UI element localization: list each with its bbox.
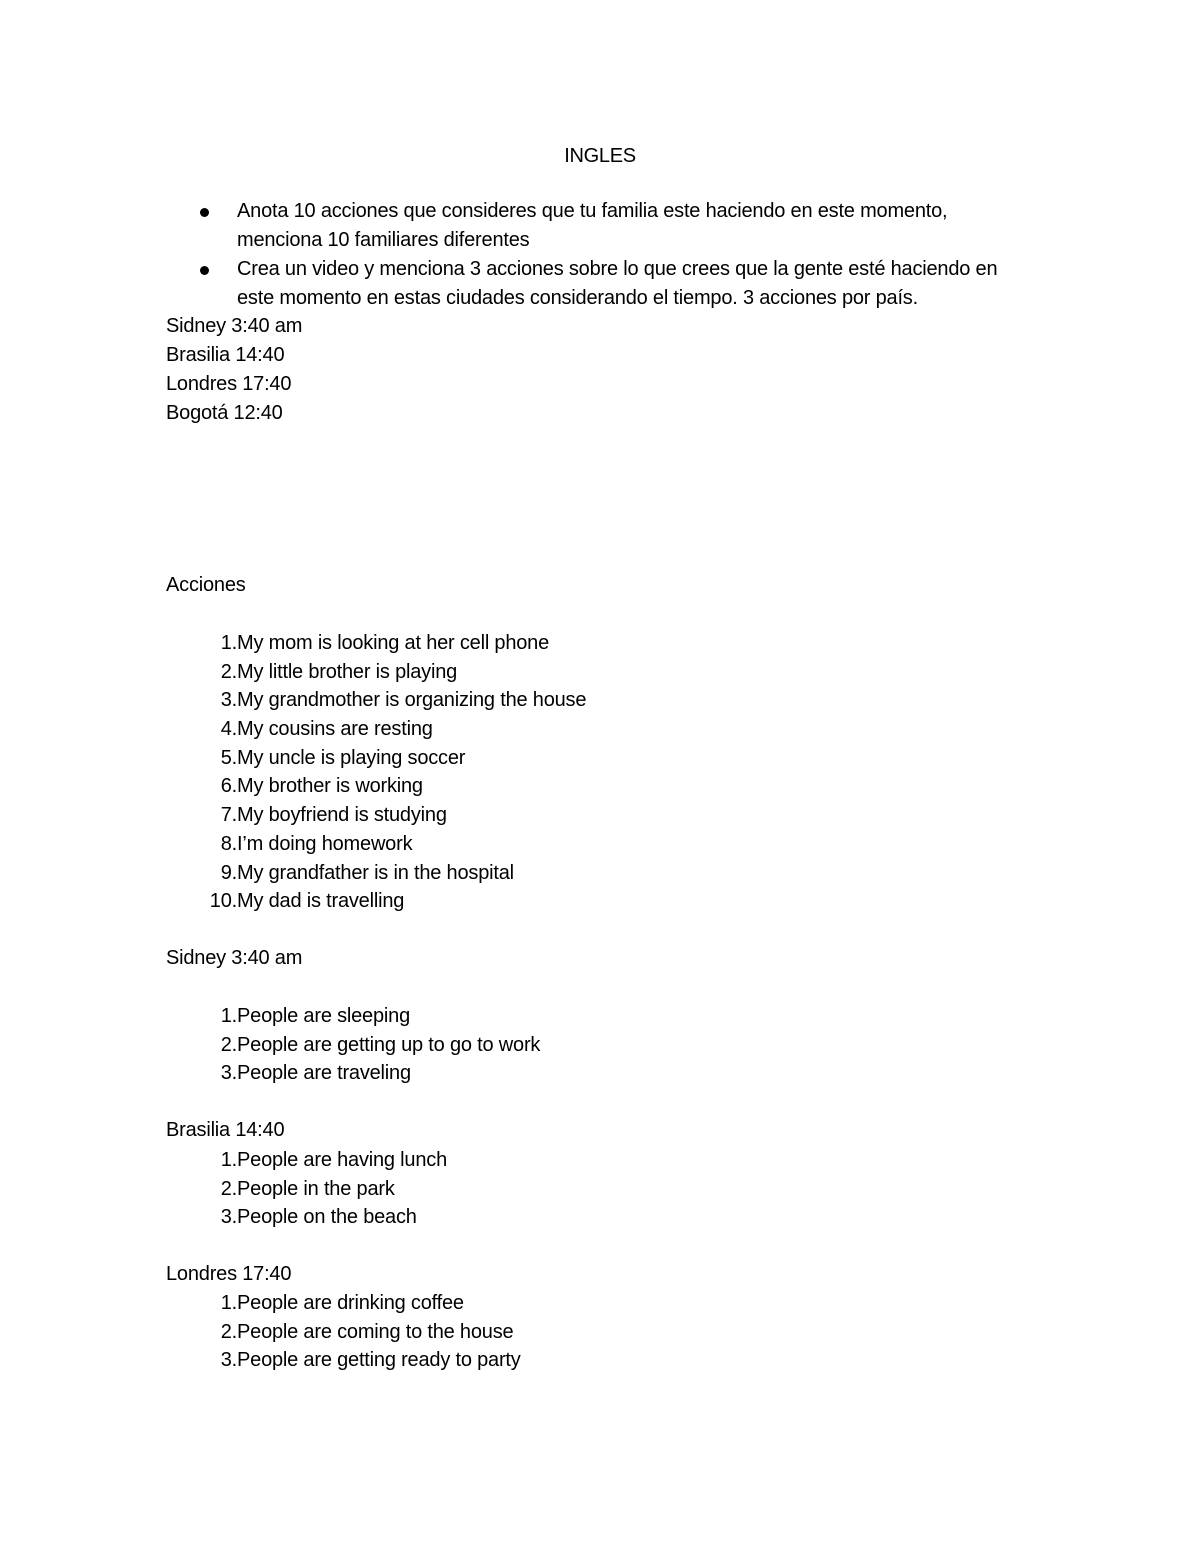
list-item (0, 1059, 1200, 1088)
list-item (0, 715, 1200, 744)
list-item (0, 658, 1200, 687)
list-number: 3. (220, 689, 237, 712)
list-item-text: People are sleeping (237, 1005, 410, 1027)
list-item-text: People are having lunch (237, 1149, 447, 1171)
list-item-text: My uncle is playing soccer (237, 746, 466, 769)
list-number: 2. (220, 1033, 237, 1056)
list-item-text: My boyfriend is studying (237, 804, 447, 827)
list-item (0, 744, 1200, 773)
londres-list (0, 1289, 1200, 1375)
city-line: Bogotá 12:40 (166, 402, 283, 424)
list-item-text: My dad is travelling (237, 890, 405, 913)
list-item (0, 1346, 1200, 1375)
list-item (0, 1031, 1200, 1060)
list-item (0, 801, 1200, 830)
bullet-icon (200, 266, 209, 275)
list-number: 3. (220, 1349, 237, 1372)
list-item-text: My little brother is playing (237, 660, 458, 683)
list-number: 5. (220, 746, 237, 769)
instructions-list (0, 197, 1200, 313)
list-number: 8. (220, 832, 237, 855)
acciones-list (0, 629, 1200, 916)
list-number: 4. (220, 718, 237, 741)
instruction-item (0, 197, 1037, 255)
list-number: 2. (220, 660, 237, 683)
list-number: 6. (220, 775, 237, 798)
sidney-list (0, 1002, 1200, 1088)
list-item-text: People are getting up to go to work (237, 1033, 541, 1056)
brasilia-heading: Brasilia 14:40 (166, 1119, 285, 1141)
list-number: 9. (220, 861, 237, 884)
list-number: 1. (220, 1292, 237, 1314)
instruction-text: Crea un video y menciona 3 acciones sobre lo que crees que la gente esté haciendo en este momento en estas ciudades considerando el tiempo. 3 acciones por país. (237, 258, 998, 309)
list-item-text: My brother is working (237, 775, 423, 798)
list-number: 2. (220, 1320, 237, 1343)
list-item-text: People are getting ready to party (237, 1349, 521, 1372)
list-number: 2. (220, 1177, 237, 1200)
list-item-text: My mom is looking at her cell phone (237, 632, 550, 654)
sidney-heading: Sidney 3:40 am (166, 947, 303, 969)
list-number: 1. (220, 1005, 237, 1027)
list-item (0, 629, 1200, 658)
list-item-text: My grandmother is organizing the house (237, 689, 587, 712)
list-item (0, 686, 1200, 715)
list-number: 7. (220, 804, 237, 827)
list-item-text: My cousins are resting (237, 718, 433, 741)
list-item (0, 1203, 1200, 1232)
instruction-text: Anota 10 acciones que consideres que tu familia este haciendo en este momento, menciona 10 familiares diferentes (237, 200, 948, 251)
list-number: 1. (220, 632, 237, 654)
list-item-text: People are drinking coffee (237, 1292, 464, 1314)
list-item (0, 772, 1200, 801)
acciones-heading: Acciones (166, 574, 246, 596)
instruction-item (0, 255, 1037, 313)
list-item (0, 1175, 1200, 1204)
list-number: 1. (220, 1149, 237, 1171)
list-item-text: People are traveling (237, 1062, 411, 1085)
bullet-icon (200, 208, 209, 217)
list-number: 3. (220, 1062, 237, 1085)
city-line: Brasilia 14:40 (166, 344, 285, 366)
city-line: Sidney 3:40 am (166, 315, 303, 337)
list-item-text: People in the park (237, 1177, 395, 1200)
list-item (0, 1146, 1200, 1175)
list-item-text: I’m doing homework (237, 832, 413, 855)
list-number: 3. (220, 1206, 237, 1229)
list-item (0, 1002, 1200, 1031)
list-item (0, 1318, 1200, 1347)
list-number: 10. (209, 890, 237, 913)
brasilia-list (0, 1146, 1200, 1232)
list-item (0, 887, 1200, 916)
list-item-text: People are coming to the house (237, 1320, 514, 1343)
list-item-text: People on the beach (237, 1206, 417, 1229)
document-title: INGLES (564, 145, 636, 167)
city-list (166, 312, 302, 428)
list-item (0, 1289, 1200, 1318)
londres-heading: Londres 17:40 (166, 1263, 292, 1285)
list-item-text: My grandfather is in the hospital (237, 861, 514, 884)
city-line: Londres 17:40 (166, 373, 292, 395)
list-item (0, 859, 1200, 888)
list-item (0, 830, 1200, 859)
